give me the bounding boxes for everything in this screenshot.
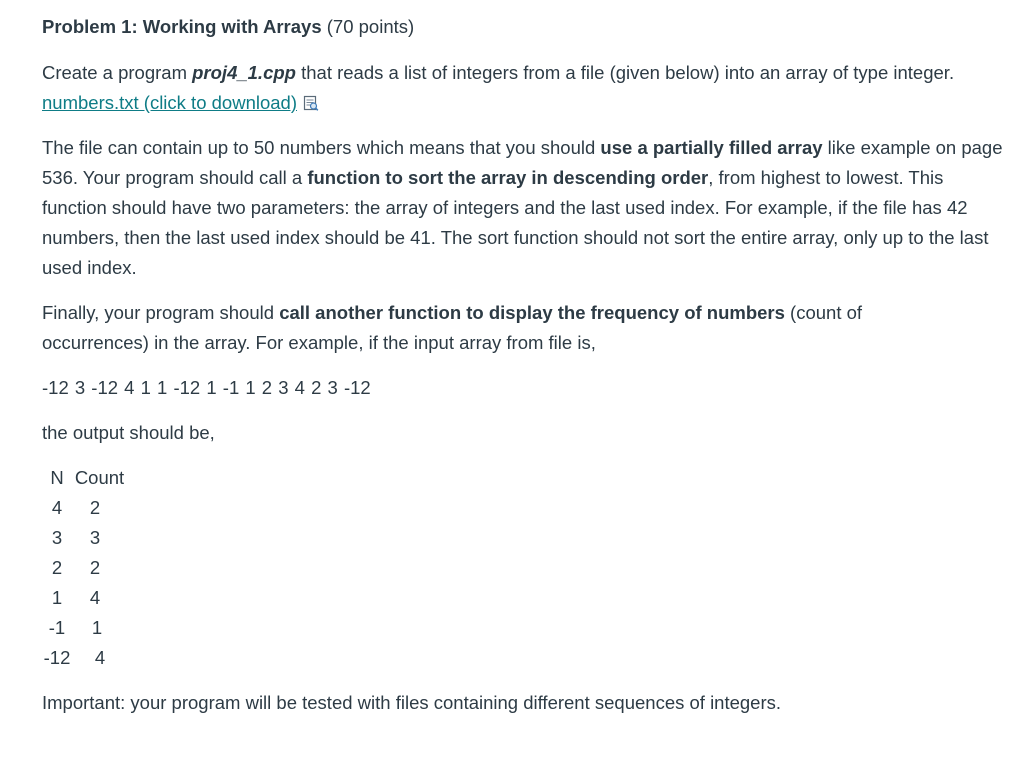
header-count: Count xyxy=(74,467,125,488)
p3-bold-1: call another function to display the frequency of numbers xyxy=(279,302,785,323)
row-count: 1 xyxy=(91,617,103,638)
row-count: 4 xyxy=(94,647,106,668)
table-row xyxy=(42,553,142,583)
row-n: -12 xyxy=(43,647,71,668)
intro-paragraph xyxy=(42,58,957,88)
row-n: -1 xyxy=(48,617,66,638)
row-count: 4 xyxy=(89,587,101,608)
table-row xyxy=(42,493,142,523)
paragraph-array-sort xyxy=(42,133,1007,283)
p2-bold-2: function to sort the array in descending order xyxy=(307,167,709,188)
table-row xyxy=(42,583,142,613)
p3-text-1: Finally, your program should xyxy=(42,302,280,323)
row-n: 2 xyxy=(51,557,63,578)
row-n: 4 xyxy=(51,497,63,518)
row-count: 2 xyxy=(89,557,101,578)
p3-text-2: (count of occurrences) in the array. For example, if the input array from file is, xyxy=(42,302,863,353)
row-count: 2 xyxy=(89,497,101,518)
p2-text-1: The file can contain up to 50 numbers which means that you should xyxy=(42,137,601,158)
p2-bold-1: use a partially filled array xyxy=(600,137,823,158)
table-row xyxy=(42,643,142,673)
row-n: 3 xyxy=(51,527,63,548)
frequency-table xyxy=(42,463,142,673)
p2-text-3: , from highest to lowest. This function should have two parameters: the array of integers and the last used index. For example, if the file has 42 numbers, then the last used index should be 41. The sort function should not sort the entire array, only up to the last used index. xyxy=(42,167,989,278)
row-count: 3 xyxy=(89,527,101,548)
problem-title-bold: Problem 1: Working with Arrays xyxy=(42,16,322,37)
problem-points: (70 points) xyxy=(321,16,415,37)
header-n: N xyxy=(50,467,64,488)
table-row xyxy=(42,613,142,643)
program-filename: proj4_1.cpp xyxy=(192,62,296,83)
p2-text-2: like example on page 536. Your program should call a xyxy=(42,137,1003,188)
assignment-content xyxy=(42,12,1007,718)
important-note: Important: your program will be tested with files containing different sequences of integers. xyxy=(42,692,782,713)
download-line xyxy=(42,88,1007,118)
table-header-row xyxy=(42,463,142,493)
document-preview-icon[interactable] xyxy=(303,90,319,106)
intro-text-2: that reads a list of integers from a file (given below) into an array of type integer. xyxy=(295,62,955,83)
download-link[interactable]: numbers.txt (click to download) xyxy=(42,92,297,113)
input-sequence: -12 3 -12 4 1 1 -12 1 -1 1 2 3 4 2 3 -12 xyxy=(42,377,371,398)
problem-title xyxy=(42,12,1007,42)
row-n: 1 xyxy=(51,587,63,608)
table-row xyxy=(42,523,142,553)
paragraph-frequency xyxy=(42,298,912,358)
intro-text-1: Create a program xyxy=(42,62,193,83)
output-intro: the output should be, xyxy=(42,422,215,443)
